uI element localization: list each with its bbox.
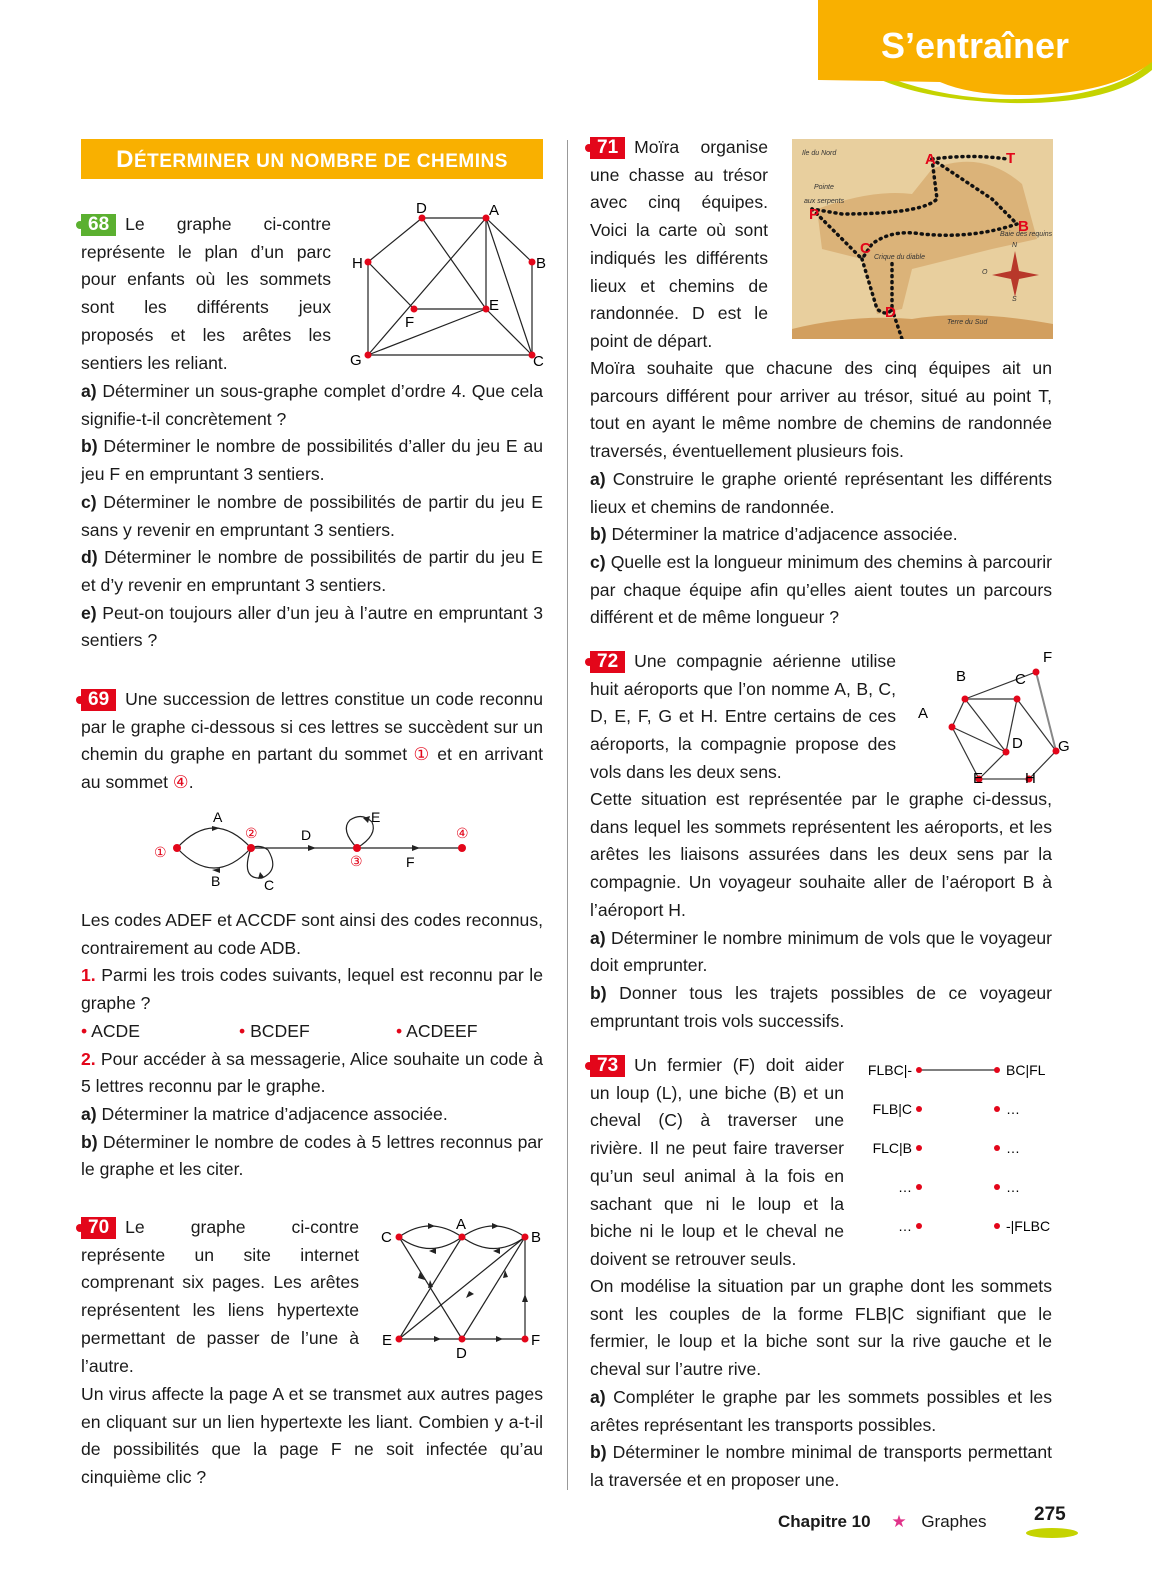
ex71-number: 71 <box>590 137 625 159</box>
svg-text:A: A <box>456 1216 467 1233</box>
svg-text:Baie des requins: Baie des requins <box>1000 231 1053 238</box>
svg-text:C: C <box>1015 671 1026 688</box>
svg-text:D: D <box>885 304 896 321</box>
treasure-map <box>792 139 1053 339</box>
svg-text:O: O <box>982 269 988 276</box>
ex69-text: Les codes ADEF et ACCDF sont ainsi des codes reconnus, contrairement au code ADB. 1. Parmi les trois codes suivants, lequel est reconnu par le graphe ? • ACDE • BCDEF • ACDEEF 2. Pour accéder à sa messagerie, Alice souhaite un code à 5 lettres reconnu par le graphe. a) Déterminer la matrice d’adjacence associée. b) Déterminer le nombre de codes à 5 lettres reconnus par le graphe et les citer. <box>81 910 543 1180</box>
svg-text:E: E <box>371 809 381 825</box>
ex68-graph <box>340 195 560 375</box>
svg-text:T: T <box>1006 150 1016 167</box>
ex73-intro: 73 Un fermier (F) doit aider un loup (L), une biche (B) et un cheval (C) à traverser une rivière. Il ne peut faire traverser qu’un seul animal à la fois en sachant que ni le loup et la biche ni le loup et le cheval ne doivent se retrouver seuls. <box>590 1055 844 1269</box>
svg-text:H: H <box>1025 770 1036 787</box>
svg-text:Pointe: Pointe <box>814 184 834 191</box>
ex72-graph <box>900 645 1070 790</box>
svg-text:A: A <box>918 705 929 722</box>
svg-text:G: G <box>1058 738 1070 755</box>
svg-text:A: A <box>489 202 500 219</box>
ex70-graph <box>370 1210 550 1370</box>
svg-text:E: E <box>489 297 500 314</box>
svg-text:H: H <box>352 255 363 272</box>
svg-text:FLB|C: FLB|C <box>872 1101 912 1117</box>
header-tab <box>810 0 1152 110</box>
svg-text:…: … <box>1006 1101 1020 1117</box>
ex70-text: Un virus affecte la page A et se transmet aux autres pages en cliquant sur un lien hypertexte les liant. Combien y a-t-il de possibilités que la page F ne soit infectée qu’au cinquième clic ? <box>81 1384 543 1488</box>
svg-text:Terre du Sud: Terre du Sud <box>947 319 988 326</box>
svg-text:F: F <box>531 1332 541 1349</box>
svg-text:-|FLBC: -|FLBC <box>1006 1218 1051 1234</box>
svg-text:③: ③ <box>350 853 363 869</box>
page-number: 275 <box>1034 1504 1066 1525</box>
svg-text:E: E <box>973 770 984 787</box>
svg-text:A: A <box>925 151 936 168</box>
ex73-number: 73 <box>590 1055 625 1077</box>
ex71-text: Moïra souhaite que chacune des cinq équipes ait un parcours différent pour arriver au trésor, situé au point T, tout en ayant le même nombre de chemins de randonnée traversés, éventuellement plusieurs fois. a) Construire le graphe orienté représentant les différents lieux et chemins de randonnée. b) Déterminer la matrice d’adjacence associée. c) Quelle est la longueur minimum des chemins à parcourir par chaque équipe afin qu’elles aient toutes un parcours différent et de même longueur ? <box>590 358 1052 628</box>
svg-text:C: C <box>264 877 275 893</box>
svg-text:D: D <box>416 200 427 217</box>
svg-text:N: N <box>1012 242 1018 249</box>
svg-text:B: B <box>536 255 547 272</box>
ex69-graph <box>140 800 480 900</box>
ex69-number: 69 <box>81 689 116 711</box>
svg-text:S: S <box>1012 296 1017 303</box>
page-number-underline <box>1026 1528 1078 1538</box>
svg-text:C: C <box>860 240 871 257</box>
svg-text:D: D <box>1012 735 1023 752</box>
svg-text:B: B <box>531 1229 542 1246</box>
svg-text:…: … <box>898 1218 912 1234</box>
footer-chapter: Chapitre 10 <box>778 1512 871 1531</box>
ex69-intro: 69 Une succession de lettres constitue un code reconnu par le graphe ci-dessous si ces lettres se succèdent sur un chemin du graphe en partant du sommet ① et en arrivant au sommet ④. <box>81 689 544 793</box>
svg-text:F: F <box>1043 649 1053 666</box>
ex68-intro: 68 Le graphe ci-contre représente le plan d’un parc pour enfants où les sommets sont les différents jeux proposés et les arêtes les sentiers les reliant. <box>81 214 331 373</box>
ex68-number: 68 <box>81 214 116 236</box>
svg-text:E: E <box>382 1332 393 1349</box>
svg-text:B: B <box>1018 218 1029 235</box>
svg-text:B: B <box>956 668 967 685</box>
ex73-text: On modélise la situation par un graphe dont les sommets sont les couples de la forme FLB|C signifiant que le fermier, le loup et la biche sont sur la rive gauche et le cheval sur l’autre rive. a) Compléter le graphe par les sommets possibles et les arêtes représentant les transports possibles. b) Déterminer le nombre minimal de transports permettant la traversée et en proposer une. <box>590 1276 1052 1490</box>
ex72-number: 72 <box>590 651 625 673</box>
footer-topic: Graphes <box>921 1512 987 1531</box>
svg-text:④: ④ <box>456 825 469 841</box>
ex72-intro: 72 Une compagnie aérienne utilise huit aéroports que l’on nomme A, B, C, D, E, F, G et H. Entre certains de ces aéroports, la compagnie propose des vols dans les deux sens. <box>590 651 896 782</box>
footer <box>778 1512 987 1532</box>
svg-text:BC|FL: BC|FL <box>1006 1062 1046 1078</box>
svg-text:FLC|B: FLC|B <box>872 1140 912 1156</box>
svg-text:aux serpents: aux serpents <box>804 198 845 205</box>
svg-text:FLBC|-: FLBC|- <box>867 1062 912 1078</box>
svg-text:Crique du diable: Crique du diable <box>874 254 925 261</box>
ex71-intro: 71 Moïra organise une chasse au trésor avec cinq équipes. Voici la carte où sont indiqués les différents lieux et chemins de randonnée. D est le point de départ. <box>590 137 768 351</box>
ex72-text: Cette situation est représentée par le graphe ci-dessus, dans lequel les sommets représentent les aéroports, et les arêtes les liaisons assurées dans les deux sens par la compagnie. Un voyageur souhaite aller de l’aéroport B à l’aéroport H. a) Déterminer le nombre minimum de vols que le voyageur doit emprunter. b) Donner tous les trajets possibles de ce voyageur empruntant trois vols successifs. <box>590 789 1052 1031</box>
svg-text:①: ① <box>154 844 167 860</box>
svg-text:②: ② <box>245 825 258 841</box>
svg-text:D: D <box>301 827 312 843</box>
svg-text:…: … <box>898 1179 912 1195</box>
svg-text:…: … <box>1006 1140 1020 1156</box>
ex70-number: 70 <box>81 1217 116 1239</box>
star-icon: ★ <box>891 1512 907 1531</box>
header-title: S’entraîner <box>880 25 1070 66</box>
svg-text:Ile du Nord: Ile du Nord <box>802 150 837 157</box>
ex70-intro: 70 Le graphe ci-contre représente un site internet comprenant six pages. Les arêtes représentent les liens hypertexte permettant de passer de l’une à l’autre. <box>81 1217 359 1376</box>
ex73-graph <box>855 1050 1065 1245</box>
svg-text:D: D <box>456 1345 467 1362</box>
ex68-questions: a) Déterminer un sous-graphe complet d’ordre 4. Que cela signifie-t-il concrètement ? b) Déterminer le nombre de possibilités d’aller du jeu E au jeu F en empruntant 3 sentiers. c) Déterminer le nombre de possibilités de partir du jeu E sans y revenir en empruntant 3 sentiers. d) Déterminer le nombre de possibilités de partir du jeu E et d’y revenir en empruntant 3 sentiers. e) Peut-on toujours aller d’un jeu à l’autre en empruntant 3 sentiers ? <box>81 381 543 651</box>
svg-text:C: C <box>533 353 544 370</box>
svg-text:P: P <box>809 206 820 223</box>
svg-text:C: C <box>381 1229 392 1246</box>
svg-text:F: F <box>405 314 415 331</box>
svg-text:G: G <box>350 352 362 369</box>
svg-text:…: … <box>1006 1179 1020 1195</box>
column-divider <box>567 140 568 1490</box>
svg-text:A: A <box>213 809 223 825</box>
svg-text:F: F <box>406 854 415 870</box>
section-title: DÉTERMINER UN NOMBRE DE CHEMINS <box>81 139 543 179</box>
svg-text:B: B <box>211 873 221 889</box>
